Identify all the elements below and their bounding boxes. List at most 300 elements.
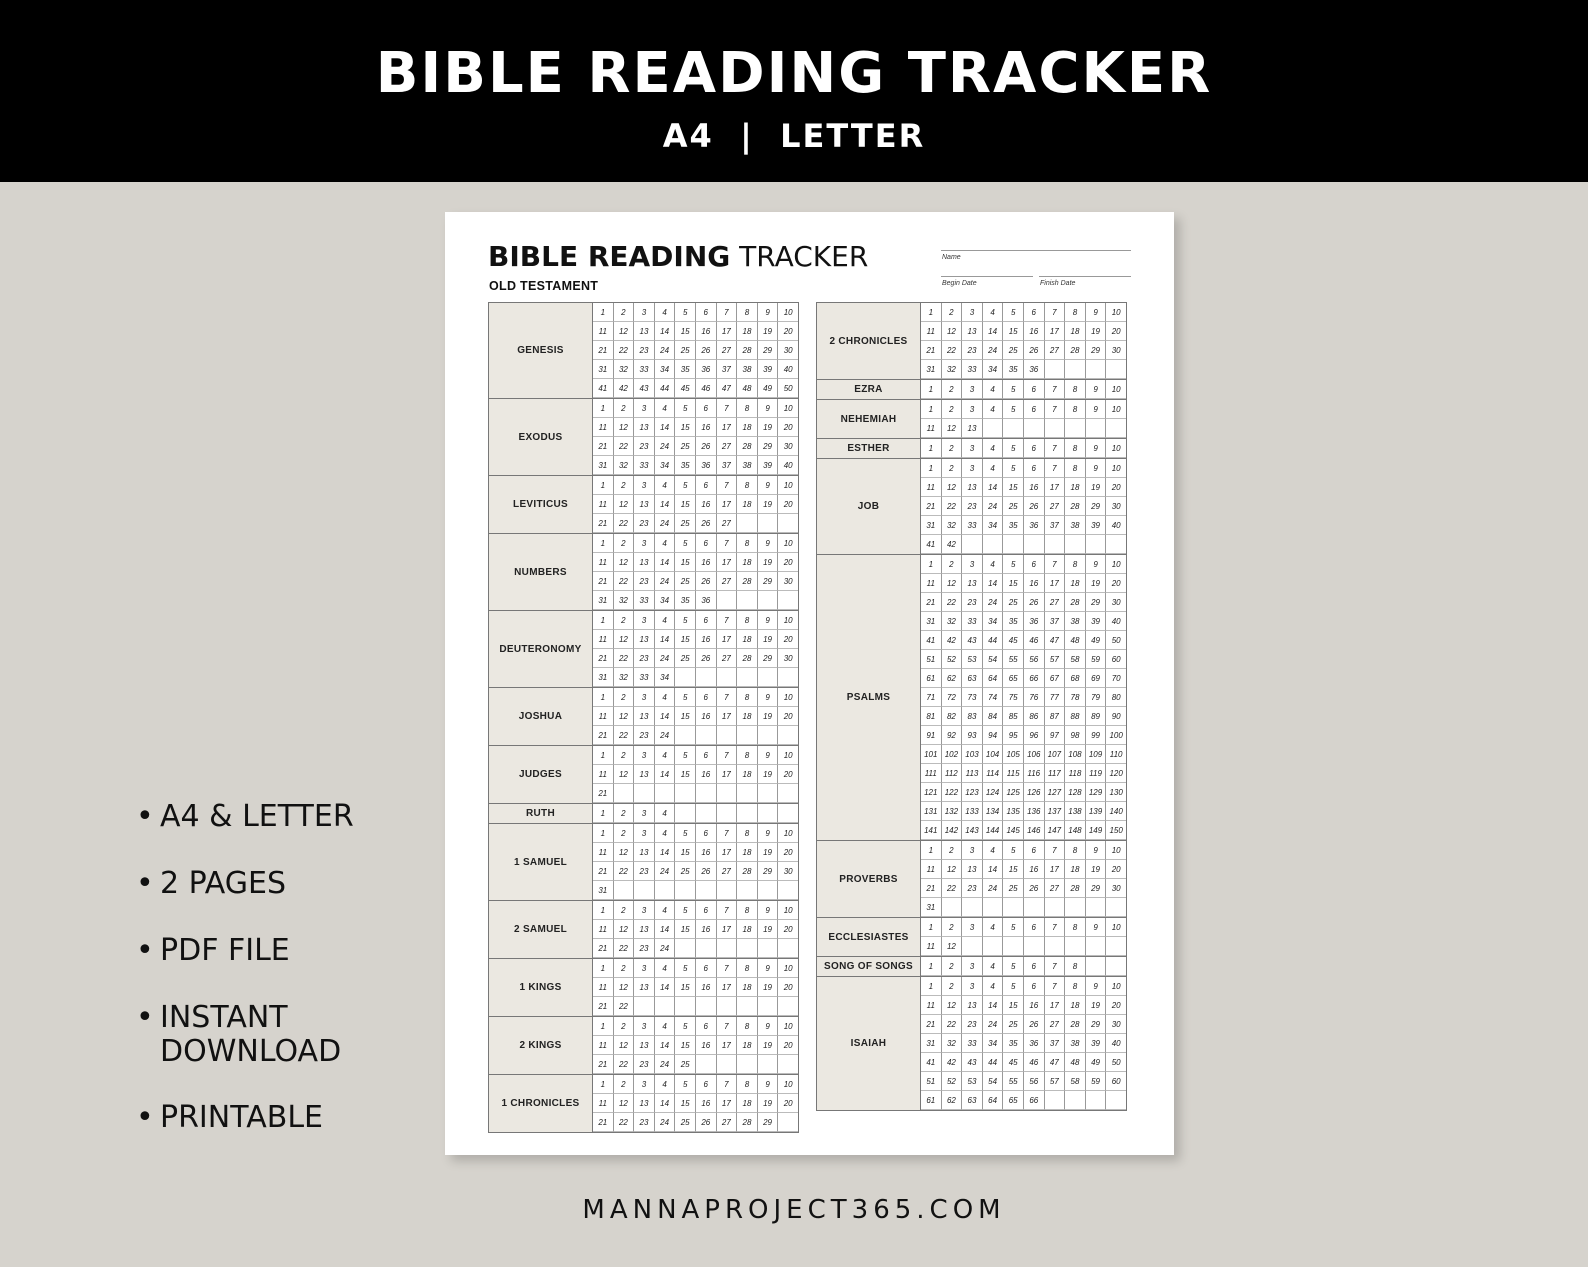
chapter-checkbox[interactable]: 131 bbox=[921, 802, 942, 821]
chapter-checkbox[interactable]: 19 bbox=[758, 707, 779, 726]
chapter-checkbox[interactable]: 13 bbox=[634, 1094, 655, 1113]
chapter-checkbox[interactable]: 49 bbox=[758, 379, 779, 398]
chapter-checkbox[interactable]: 30 bbox=[778, 649, 798, 668]
chapter-checkbox[interactable]: 8 bbox=[737, 303, 758, 322]
chapter-checkbox[interactable]: 2 bbox=[942, 918, 963, 937]
chapter-checkbox[interactable]: 1 bbox=[593, 303, 614, 322]
chapter-checkbox[interactable]: 8 bbox=[1065, 303, 1086, 322]
chapter-checkbox[interactable]: 1 bbox=[921, 459, 942, 478]
chapter-checkbox[interactable]: 20 bbox=[778, 495, 798, 514]
chapter-checkbox[interactable]: 20 bbox=[1106, 574, 1126, 593]
chapter-checkbox[interactable]: 15 bbox=[675, 322, 696, 341]
chapter-checkbox[interactable]: 12 bbox=[614, 418, 635, 437]
chapter-checkbox[interactable]: 11 bbox=[593, 978, 614, 997]
chapter-checkbox[interactable]: 2 bbox=[942, 957, 963, 976]
chapter-checkbox[interactable]: 4 bbox=[655, 804, 676, 823]
chapter-checkbox[interactable]: 5 bbox=[675, 824, 696, 843]
chapter-checkbox[interactable]: 22 bbox=[614, 437, 635, 456]
chapter-checkbox[interactable]: 141 bbox=[921, 821, 942, 840]
chapter-checkbox[interactable]: 12 bbox=[614, 920, 635, 939]
chapter-checkbox[interactable]: 1 bbox=[921, 439, 942, 458]
chapter-checkbox[interactable]: 10 bbox=[778, 959, 798, 978]
chapter-checkbox[interactable]: 8 bbox=[737, 611, 758, 630]
chapter-checkbox[interactable]: 11 bbox=[921, 419, 942, 438]
chapter-checkbox[interactable]: 14 bbox=[655, 553, 676, 572]
chapter-checkbox[interactable]: 41 bbox=[921, 631, 942, 650]
chapter-checkbox[interactable]: 8 bbox=[1065, 439, 1086, 458]
chapter-checkbox[interactable]: 2 bbox=[614, 901, 635, 920]
chapter-checkbox[interactable]: 21 bbox=[593, 1055, 614, 1074]
chapter-checkbox[interactable]: 84 bbox=[983, 707, 1004, 726]
chapter-checkbox[interactable]: 14 bbox=[983, 996, 1004, 1015]
chapter-checkbox[interactable]: 32 bbox=[614, 360, 635, 379]
chapter-checkbox[interactable]: 20 bbox=[778, 630, 798, 649]
chapter-checkbox[interactable]: 23 bbox=[634, 341, 655, 360]
chapter-checkbox[interactable]: 34 bbox=[983, 360, 1004, 379]
chapter-checkbox[interactable]: 113 bbox=[962, 764, 983, 783]
chapter-checkbox[interactable]: 20 bbox=[778, 920, 798, 939]
chapter-checkbox[interactable]: 30 bbox=[1106, 593, 1126, 612]
chapter-checkbox[interactable]: 40 bbox=[778, 360, 798, 379]
chapter-checkbox[interactable]: 83 bbox=[962, 707, 983, 726]
chapter-checkbox[interactable]: 3 bbox=[962, 918, 983, 937]
chapter-checkbox[interactable]: 7 bbox=[1045, 439, 1066, 458]
chapter-checkbox[interactable]: 12 bbox=[614, 630, 635, 649]
chapter-checkbox[interactable]: 3 bbox=[634, 611, 655, 630]
chapter-checkbox[interactable]: 1 bbox=[593, 746, 614, 765]
chapter-checkbox[interactable]: 2 bbox=[614, 476, 635, 495]
chapter-checkbox[interactable]: 15 bbox=[675, 418, 696, 437]
chapter-checkbox[interactable]: 8 bbox=[1065, 977, 1086, 996]
chapter-checkbox[interactable]: 68 bbox=[1065, 669, 1086, 688]
chapter-checkbox[interactable]: 10 bbox=[778, 611, 798, 630]
chapter-checkbox[interactable]: 24 bbox=[655, 341, 676, 360]
chapter-checkbox[interactable]: 9 bbox=[758, 399, 779, 418]
chapter-checkbox[interactable]: 28 bbox=[737, 1113, 758, 1132]
chapter-checkbox[interactable]: 1 bbox=[593, 611, 614, 630]
chapter-checkbox[interactable]: 15 bbox=[675, 765, 696, 784]
chapter-checkbox[interactable]: 27 bbox=[717, 1113, 738, 1132]
chapter-checkbox[interactable]: 5 bbox=[675, 688, 696, 707]
chapter-checkbox[interactable]: 18 bbox=[1065, 574, 1086, 593]
chapter-checkbox[interactable]: 11 bbox=[593, 920, 614, 939]
chapter-checkbox[interactable]: 116 bbox=[1024, 764, 1045, 783]
chapter-checkbox[interactable]: 32 bbox=[614, 668, 635, 687]
chapter-checkbox[interactable]: 19 bbox=[758, 1036, 779, 1055]
chapter-checkbox[interactable]: 6 bbox=[1024, 459, 1045, 478]
chapter-checkbox[interactable]: 21 bbox=[593, 997, 614, 1016]
chapter-checkbox[interactable]: 15 bbox=[675, 1036, 696, 1055]
chapter-checkbox[interactable]: 1 bbox=[593, 688, 614, 707]
chapter-checkbox[interactable]: 6 bbox=[1024, 841, 1045, 860]
chapter-checkbox[interactable]: 25 bbox=[675, 514, 696, 533]
chapter-checkbox[interactable]: 13 bbox=[634, 765, 655, 784]
chapter-checkbox[interactable]: 24 bbox=[655, 1055, 676, 1074]
chapter-checkbox[interactable]: 12 bbox=[942, 478, 963, 497]
chapter-checkbox[interactable]: 33 bbox=[962, 1034, 983, 1053]
chapter-checkbox[interactable]: 12 bbox=[942, 322, 963, 341]
chapter-checkbox[interactable]: 149 bbox=[1086, 821, 1107, 840]
chapter-checkbox[interactable]: 10 bbox=[1106, 380, 1126, 399]
chapter-checkbox[interactable]: 56 bbox=[1024, 650, 1045, 669]
chapter-checkbox[interactable]: 7 bbox=[717, 746, 738, 765]
chapter-checkbox[interactable]: 11 bbox=[921, 937, 942, 956]
chapter-checkbox[interactable]: 4 bbox=[655, 1075, 676, 1094]
chapter-checkbox[interactable]: 16 bbox=[696, 1036, 717, 1055]
chapter-checkbox[interactable]: 51 bbox=[921, 1072, 942, 1091]
chapter-checkbox[interactable]: 103 bbox=[962, 745, 983, 764]
chapter-checkbox[interactable]: 37 bbox=[1045, 516, 1066, 535]
chapter-checkbox[interactable]: 16 bbox=[1024, 860, 1045, 879]
chapter-checkbox[interactable]: 55 bbox=[1003, 650, 1024, 669]
chapter-checkbox[interactable]: 10 bbox=[1106, 439, 1126, 458]
chapter-checkbox[interactable]: 6 bbox=[696, 476, 717, 495]
chapter-checkbox[interactable]: 5 bbox=[675, 611, 696, 630]
chapter-checkbox[interactable]: 9 bbox=[758, 611, 779, 630]
chapter-checkbox[interactable]: 37 bbox=[717, 360, 738, 379]
chapter-checkbox[interactable]: 63 bbox=[962, 669, 983, 688]
chapter-checkbox[interactable]: 37 bbox=[717, 456, 738, 475]
chapter-checkbox[interactable]: 17 bbox=[717, 495, 738, 514]
chapter-checkbox[interactable]: 54 bbox=[983, 1072, 1004, 1091]
chapter-checkbox[interactable]: 10 bbox=[1106, 400, 1126, 419]
chapter-checkbox[interactable]: 8 bbox=[1065, 841, 1086, 860]
chapter-checkbox[interactable]: 36 bbox=[696, 360, 717, 379]
chapter-checkbox[interactable]: 23 bbox=[634, 649, 655, 668]
chapter-checkbox[interactable]: 17 bbox=[717, 978, 738, 997]
chapter-checkbox[interactable]: 19 bbox=[758, 630, 779, 649]
chapter-checkbox[interactable]: 78 bbox=[1065, 688, 1086, 707]
chapter-checkbox[interactable]: 26 bbox=[696, 862, 717, 881]
chapter-checkbox[interactable]: 35 bbox=[1003, 516, 1024, 535]
chapter-checkbox[interactable]: 9 bbox=[758, 303, 779, 322]
chapter-checkbox[interactable]: 1 bbox=[593, 476, 614, 495]
chapter-checkbox[interactable]: 20 bbox=[1106, 860, 1126, 879]
chapter-checkbox[interactable]: 10 bbox=[1106, 303, 1126, 322]
chapter-checkbox[interactable]: 44 bbox=[983, 1053, 1004, 1072]
chapter-checkbox[interactable]: 2 bbox=[614, 959, 635, 978]
chapter-checkbox[interactable]: 61 bbox=[921, 669, 942, 688]
chapter-checkbox[interactable]: 14 bbox=[655, 843, 676, 862]
chapter-checkbox[interactable]: 2 bbox=[614, 399, 635, 418]
chapter-checkbox[interactable]: 105 bbox=[1003, 745, 1024, 764]
chapter-checkbox[interactable]: 36 bbox=[1024, 1034, 1045, 1053]
chapter-checkbox[interactable]: 108 bbox=[1065, 745, 1086, 764]
chapter-checkbox[interactable]: 18 bbox=[1065, 322, 1086, 341]
chapter-checkbox[interactable]: 2 bbox=[614, 824, 635, 843]
chapter-checkbox[interactable]: 7 bbox=[717, 901, 738, 920]
chapter-checkbox[interactable]: 1 bbox=[593, 1075, 614, 1094]
chapter-checkbox[interactable]: 40 bbox=[1106, 612, 1126, 631]
chapter-checkbox[interactable]: 69 bbox=[1086, 669, 1107, 688]
chapter-checkbox[interactable]: 7 bbox=[1045, 459, 1066, 478]
chapter-checkbox[interactable]: 14 bbox=[655, 630, 676, 649]
chapter-checkbox[interactable]: 19 bbox=[758, 553, 779, 572]
chapter-checkbox[interactable]: 19 bbox=[758, 978, 779, 997]
chapter-checkbox[interactable]: 5 bbox=[675, 901, 696, 920]
chapter-checkbox[interactable]: 5 bbox=[675, 399, 696, 418]
chapter-checkbox[interactable]: 38 bbox=[737, 360, 758, 379]
chapter-checkbox[interactable]: 66 bbox=[1024, 1091, 1045, 1110]
chapter-checkbox[interactable]: 18 bbox=[737, 1094, 758, 1113]
chapter-checkbox[interactable]: 1 bbox=[593, 1017, 614, 1036]
chapter-checkbox[interactable]: 11 bbox=[921, 574, 942, 593]
chapter-checkbox[interactable]: 3 bbox=[962, 303, 983, 322]
chapter-checkbox[interactable]: 25 bbox=[675, 341, 696, 360]
chapter-checkbox[interactable]: 3 bbox=[634, 688, 655, 707]
chapter-checkbox[interactable]: 25 bbox=[1003, 497, 1024, 516]
chapter-checkbox[interactable]: 3 bbox=[634, 746, 655, 765]
chapter-checkbox[interactable]: 4 bbox=[655, 746, 676, 765]
chapter-checkbox[interactable]: 4 bbox=[655, 303, 676, 322]
chapter-checkbox[interactable]: 8 bbox=[737, 476, 758, 495]
chapter-checkbox[interactable]: 13 bbox=[634, 630, 655, 649]
chapter-checkbox[interactable]: 12 bbox=[614, 765, 635, 784]
chapter-checkbox[interactable]: 10 bbox=[778, 399, 798, 418]
chapter-checkbox[interactable]: 7 bbox=[1045, 977, 1066, 996]
chapter-checkbox[interactable]: 27 bbox=[1045, 497, 1066, 516]
chapter-checkbox[interactable]: 11 bbox=[921, 996, 942, 1015]
chapter-checkbox[interactable]: 11 bbox=[593, 1036, 614, 1055]
chapter-checkbox[interactable]: 39 bbox=[1086, 1034, 1107, 1053]
chapter-checkbox[interactable]: 9 bbox=[1086, 439, 1107, 458]
chapter-checkbox[interactable]: 18 bbox=[737, 843, 758, 862]
chapter-checkbox[interactable]: 14 bbox=[655, 765, 676, 784]
chapter-checkbox[interactable]: 12 bbox=[942, 937, 963, 956]
chapter-checkbox[interactable]: 27 bbox=[717, 514, 738, 533]
chapter-checkbox[interactable]: 18 bbox=[737, 630, 758, 649]
chapter-checkbox[interactable]: 25 bbox=[1003, 593, 1024, 612]
chapter-checkbox[interactable]: 147 bbox=[1045, 821, 1066, 840]
chapter-checkbox[interactable]: 23 bbox=[634, 514, 655, 533]
chapter-checkbox[interactable]: 9 bbox=[758, 1017, 779, 1036]
chapter-checkbox[interactable]: 24 bbox=[983, 341, 1004, 360]
chapter-checkbox[interactable]: 76 bbox=[1024, 688, 1045, 707]
chapter-checkbox[interactable]: 80 bbox=[1106, 688, 1126, 707]
chapter-checkbox[interactable]: 32 bbox=[942, 612, 963, 631]
chapter-checkbox[interactable]: 58 bbox=[1065, 1072, 1086, 1091]
chapter-checkbox[interactable]: 15 bbox=[675, 920, 696, 939]
chapter-checkbox[interactable]: 4 bbox=[655, 534, 676, 553]
chapter-checkbox[interactable]: 26 bbox=[696, 341, 717, 360]
chapter-checkbox[interactable]: 104 bbox=[983, 745, 1004, 764]
chapter-checkbox[interactable]: 12 bbox=[942, 996, 963, 1015]
chapter-checkbox[interactable]: 64 bbox=[983, 669, 1004, 688]
chapter-checkbox[interactable]: 6 bbox=[696, 534, 717, 553]
chapter-checkbox[interactable]: 15 bbox=[675, 630, 696, 649]
chapter-checkbox[interactable]: 98 bbox=[1065, 726, 1086, 745]
chapter-checkbox[interactable]: 6 bbox=[696, 1075, 717, 1094]
chapter-checkbox[interactable]: 5 bbox=[1003, 400, 1024, 419]
chapter-checkbox[interactable]: 25 bbox=[1003, 341, 1024, 360]
chapter-checkbox[interactable]: 15 bbox=[1003, 322, 1024, 341]
chapter-checkbox[interactable]: 7 bbox=[1045, 400, 1066, 419]
chapter-checkbox[interactable]: 4 bbox=[655, 476, 676, 495]
chapter-checkbox[interactable]: 11 bbox=[593, 553, 614, 572]
chapter-checkbox[interactable]: 10 bbox=[778, 1075, 798, 1094]
chapter-checkbox[interactable]: 8 bbox=[737, 1075, 758, 1094]
chapter-checkbox[interactable]: 37 bbox=[1045, 612, 1066, 631]
chapter-checkbox[interactable]: 3 bbox=[634, 399, 655, 418]
chapter-checkbox[interactable]: 100 bbox=[1106, 726, 1126, 745]
chapter-checkbox[interactable]: 9 bbox=[1086, 918, 1107, 937]
chapter-checkbox[interactable]: 6 bbox=[696, 959, 717, 978]
chapter-checkbox[interactable]: 31 bbox=[593, 456, 614, 475]
chapter-checkbox[interactable]: 1 bbox=[921, 841, 942, 860]
chapter-checkbox[interactable]: 117 bbox=[1045, 764, 1066, 783]
chapter-checkbox[interactable]: 22 bbox=[942, 1015, 963, 1034]
chapter-checkbox[interactable]: 25 bbox=[675, 649, 696, 668]
chapter-checkbox[interactable]: 8 bbox=[737, 688, 758, 707]
chapter-checkbox[interactable]: 118 bbox=[1065, 764, 1086, 783]
chapter-checkbox[interactable]: 5 bbox=[675, 959, 696, 978]
chapter-checkbox[interactable]: 65 bbox=[1003, 669, 1024, 688]
chapter-checkbox[interactable]: 33 bbox=[634, 360, 655, 379]
chapter-checkbox[interactable]: 1 bbox=[921, 380, 942, 399]
chapter-checkbox[interactable]: 36 bbox=[1024, 360, 1045, 379]
chapter-checkbox[interactable]: 9 bbox=[1086, 841, 1107, 860]
chapter-checkbox[interactable]: 28 bbox=[737, 572, 758, 591]
chapter-checkbox[interactable]: 62 bbox=[942, 1091, 963, 1110]
chapter-checkbox[interactable]: 30 bbox=[778, 437, 798, 456]
chapter-checkbox[interactable]: 3 bbox=[634, 959, 655, 978]
chapter-checkbox[interactable]: 26 bbox=[696, 514, 717, 533]
chapter-checkbox[interactable]: 31 bbox=[921, 1034, 942, 1053]
chapter-checkbox[interactable]: 109 bbox=[1086, 745, 1107, 764]
chapter-checkbox[interactable]: 95 bbox=[1003, 726, 1024, 745]
chapter-checkbox[interactable]: 25 bbox=[675, 572, 696, 591]
chapter-checkbox[interactable]: 17 bbox=[1045, 478, 1066, 497]
chapter-checkbox[interactable]: 2 bbox=[614, 534, 635, 553]
chapter-checkbox[interactable]: 1 bbox=[593, 959, 614, 978]
chapter-checkbox[interactable]: 13 bbox=[962, 419, 983, 438]
chapter-checkbox[interactable]: 7 bbox=[717, 476, 738, 495]
chapter-checkbox[interactable]: 28 bbox=[1065, 879, 1086, 898]
chapter-checkbox[interactable]: 18 bbox=[737, 553, 758, 572]
chapter-checkbox[interactable]: 42 bbox=[942, 535, 963, 554]
chapter-checkbox[interactable]: 39 bbox=[1086, 612, 1107, 631]
chapter-checkbox[interactable]: 6 bbox=[1024, 380, 1045, 399]
chapter-checkbox[interactable]: 28 bbox=[737, 862, 758, 881]
chapter-checkbox[interactable]: 11 bbox=[593, 765, 614, 784]
chapter-checkbox[interactable]: 14 bbox=[655, 920, 676, 939]
chapter-checkbox[interactable]: 17 bbox=[717, 1094, 738, 1113]
chapter-checkbox[interactable]: 4 bbox=[983, 555, 1004, 574]
chapter-checkbox[interactable]: 20 bbox=[778, 765, 798, 784]
chapter-checkbox[interactable]: 7 bbox=[1045, 957, 1066, 976]
chapter-checkbox[interactable]: 3 bbox=[634, 804, 655, 823]
chapter-checkbox[interactable]: 35 bbox=[675, 360, 696, 379]
chapter-checkbox[interactable]: 14 bbox=[983, 322, 1004, 341]
chapter-checkbox[interactable]: 137 bbox=[1045, 802, 1066, 821]
chapter-checkbox[interactable]: 32 bbox=[614, 456, 635, 475]
chapter-checkbox[interactable]: 89 bbox=[1086, 707, 1107, 726]
chapter-checkbox[interactable]: 150 bbox=[1106, 821, 1126, 840]
chapter-checkbox[interactable]: 22 bbox=[614, 341, 635, 360]
chapter-checkbox[interactable]: 16 bbox=[1024, 574, 1045, 593]
chapter-checkbox[interactable]: 20 bbox=[778, 1094, 798, 1113]
chapter-checkbox[interactable]: 6 bbox=[696, 746, 717, 765]
chapter-checkbox[interactable]: 15 bbox=[675, 553, 696, 572]
chapter-checkbox[interactable]: 43 bbox=[962, 631, 983, 650]
chapter-checkbox[interactable]: 51 bbox=[921, 650, 942, 669]
chapter-checkbox[interactable]: 6 bbox=[1024, 957, 1045, 976]
chapter-checkbox[interactable]: 12 bbox=[614, 1036, 635, 1055]
chapter-checkbox[interactable]: 139 bbox=[1086, 802, 1107, 821]
chapter-checkbox[interactable]: 16 bbox=[696, 920, 717, 939]
chapter-checkbox[interactable]: 3 bbox=[634, 476, 655, 495]
chapter-checkbox[interactable]: 16 bbox=[696, 707, 717, 726]
chapter-checkbox[interactable]: 20 bbox=[778, 1036, 798, 1055]
chapter-checkbox[interactable]: 41 bbox=[921, 535, 942, 554]
chapter-checkbox[interactable]: 132 bbox=[942, 802, 963, 821]
chapter-checkbox[interactable]: 32 bbox=[942, 516, 963, 535]
chapter-checkbox[interactable]: 2 bbox=[614, 303, 635, 322]
chapter-checkbox[interactable]: 13 bbox=[634, 322, 655, 341]
chapter-checkbox[interactable]: 9 bbox=[1086, 303, 1107, 322]
chapter-checkbox[interactable]: 97 bbox=[1045, 726, 1066, 745]
chapter-checkbox[interactable]: 8 bbox=[1065, 400, 1086, 419]
chapter-checkbox[interactable]: 8 bbox=[1065, 380, 1086, 399]
chapter-checkbox[interactable]: 10 bbox=[778, 901, 798, 920]
chapter-checkbox[interactable]: 146 bbox=[1024, 821, 1045, 840]
chapter-checkbox[interactable]: 7 bbox=[717, 824, 738, 843]
chapter-checkbox[interactable]: 1 bbox=[921, 555, 942, 574]
chapter-checkbox[interactable]: 7 bbox=[717, 534, 738, 553]
chapter-checkbox[interactable]: 30 bbox=[1106, 879, 1126, 898]
chapter-checkbox[interactable]: 1 bbox=[921, 400, 942, 419]
chapter-checkbox[interactable]: 10 bbox=[778, 746, 798, 765]
chapter-checkbox[interactable]: 123 bbox=[962, 783, 983, 802]
chapter-checkbox[interactable]: 5 bbox=[1003, 439, 1024, 458]
chapter-checkbox[interactable]: 16 bbox=[696, 322, 717, 341]
chapter-checkbox[interactable]: 13 bbox=[634, 978, 655, 997]
chapter-checkbox[interactable]: 10 bbox=[778, 534, 798, 553]
chapter-checkbox[interactable]: 11 bbox=[593, 843, 614, 862]
chapter-checkbox[interactable]: 15 bbox=[1003, 574, 1024, 593]
chapter-checkbox[interactable]: 24 bbox=[983, 1015, 1004, 1034]
chapter-checkbox[interactable]: 38 bbox=[737, 456, 758, 475]
chapter-checkbox[interactable]: 15 bbox=[675, 1094, 696, 1113]
chapter-checkbox[interactable]: 59 bbox=[1086, 1072, 1107, 1091]
chapter-checkbox[interactable]: 13 bbox=[634, 920, 655, 939]
chapter-checkbox[interactable]: 3 bbox=[962, 957, 983, 976]
chapter-checkbox[interactable]: 16 bbox=[696, 553, 717, 572]
chapter-checkbox[interactable]: 31 bbox=[921, 360, 942, 379]
chapter-checkbox[interactable]: 5 bbox=[675, 303, 696, 322]
chapter-checkbox[interactable]: 10 bbox=[1106, 977, 1126, 996]
chapter-checkbox[interactable]: 3 bbox=[962, 400, 983, 419]
chapter-checkbox[interactable]: 11 bbox=[921, 322, 942, 341]
chapter-checkbox[interactable]: 21 bbox=[593, 726, 614, 745]
chapter-checkbox[interactable]: 34 bbox=[983, 1034, 1004, 1053]
chapter-checkbox[interactable]: 36 bbox=[696, 456, 717, 475]
chapter-checkbox[interactable]: 8 bbox=[737, 959, 758, 978]
chapter-checkbox[interactable]: 15 bbox=[675, 978, 696, 997]
chapter-checkbox[interactable]: 9 bbox=[1086, 400, 1107, 419]
chapter-checkbox[interactable]: 127 bbox=[1045, 783, 1066, 802]
chapter-checkbox[interactable]: 43 bbox=[634, 379, 655, 398]
chapter-checkbox[interactable]: 14 bbox=[655, 707, 676, 726]
chapter-checkbox[interactable]: 26 bbox=[696, 649, 717, 668]
chapter-checkbox[interactable]: 29 bbox=[758, 572, 779, 591]
chapter-checkbox[interactable]: 12 bbox=[614, 322, 635, 341]
chapter-checkbox[interactable]: 19 bbox=[1086, 322, 1107, 341]
chapter-checkbox[interactable]: 21 bbox=[593, 341, 614, 360]
chapter-checkbox[interactable]: 5 bbox=[1003, 918, 1024, 937]
chapter-checkbox[interactable]: 50 bbox=[1106, 631, 1126, 650]
chapter-checkbox[interactable]: 14 bbox=[983, 860, 1004, 879]
